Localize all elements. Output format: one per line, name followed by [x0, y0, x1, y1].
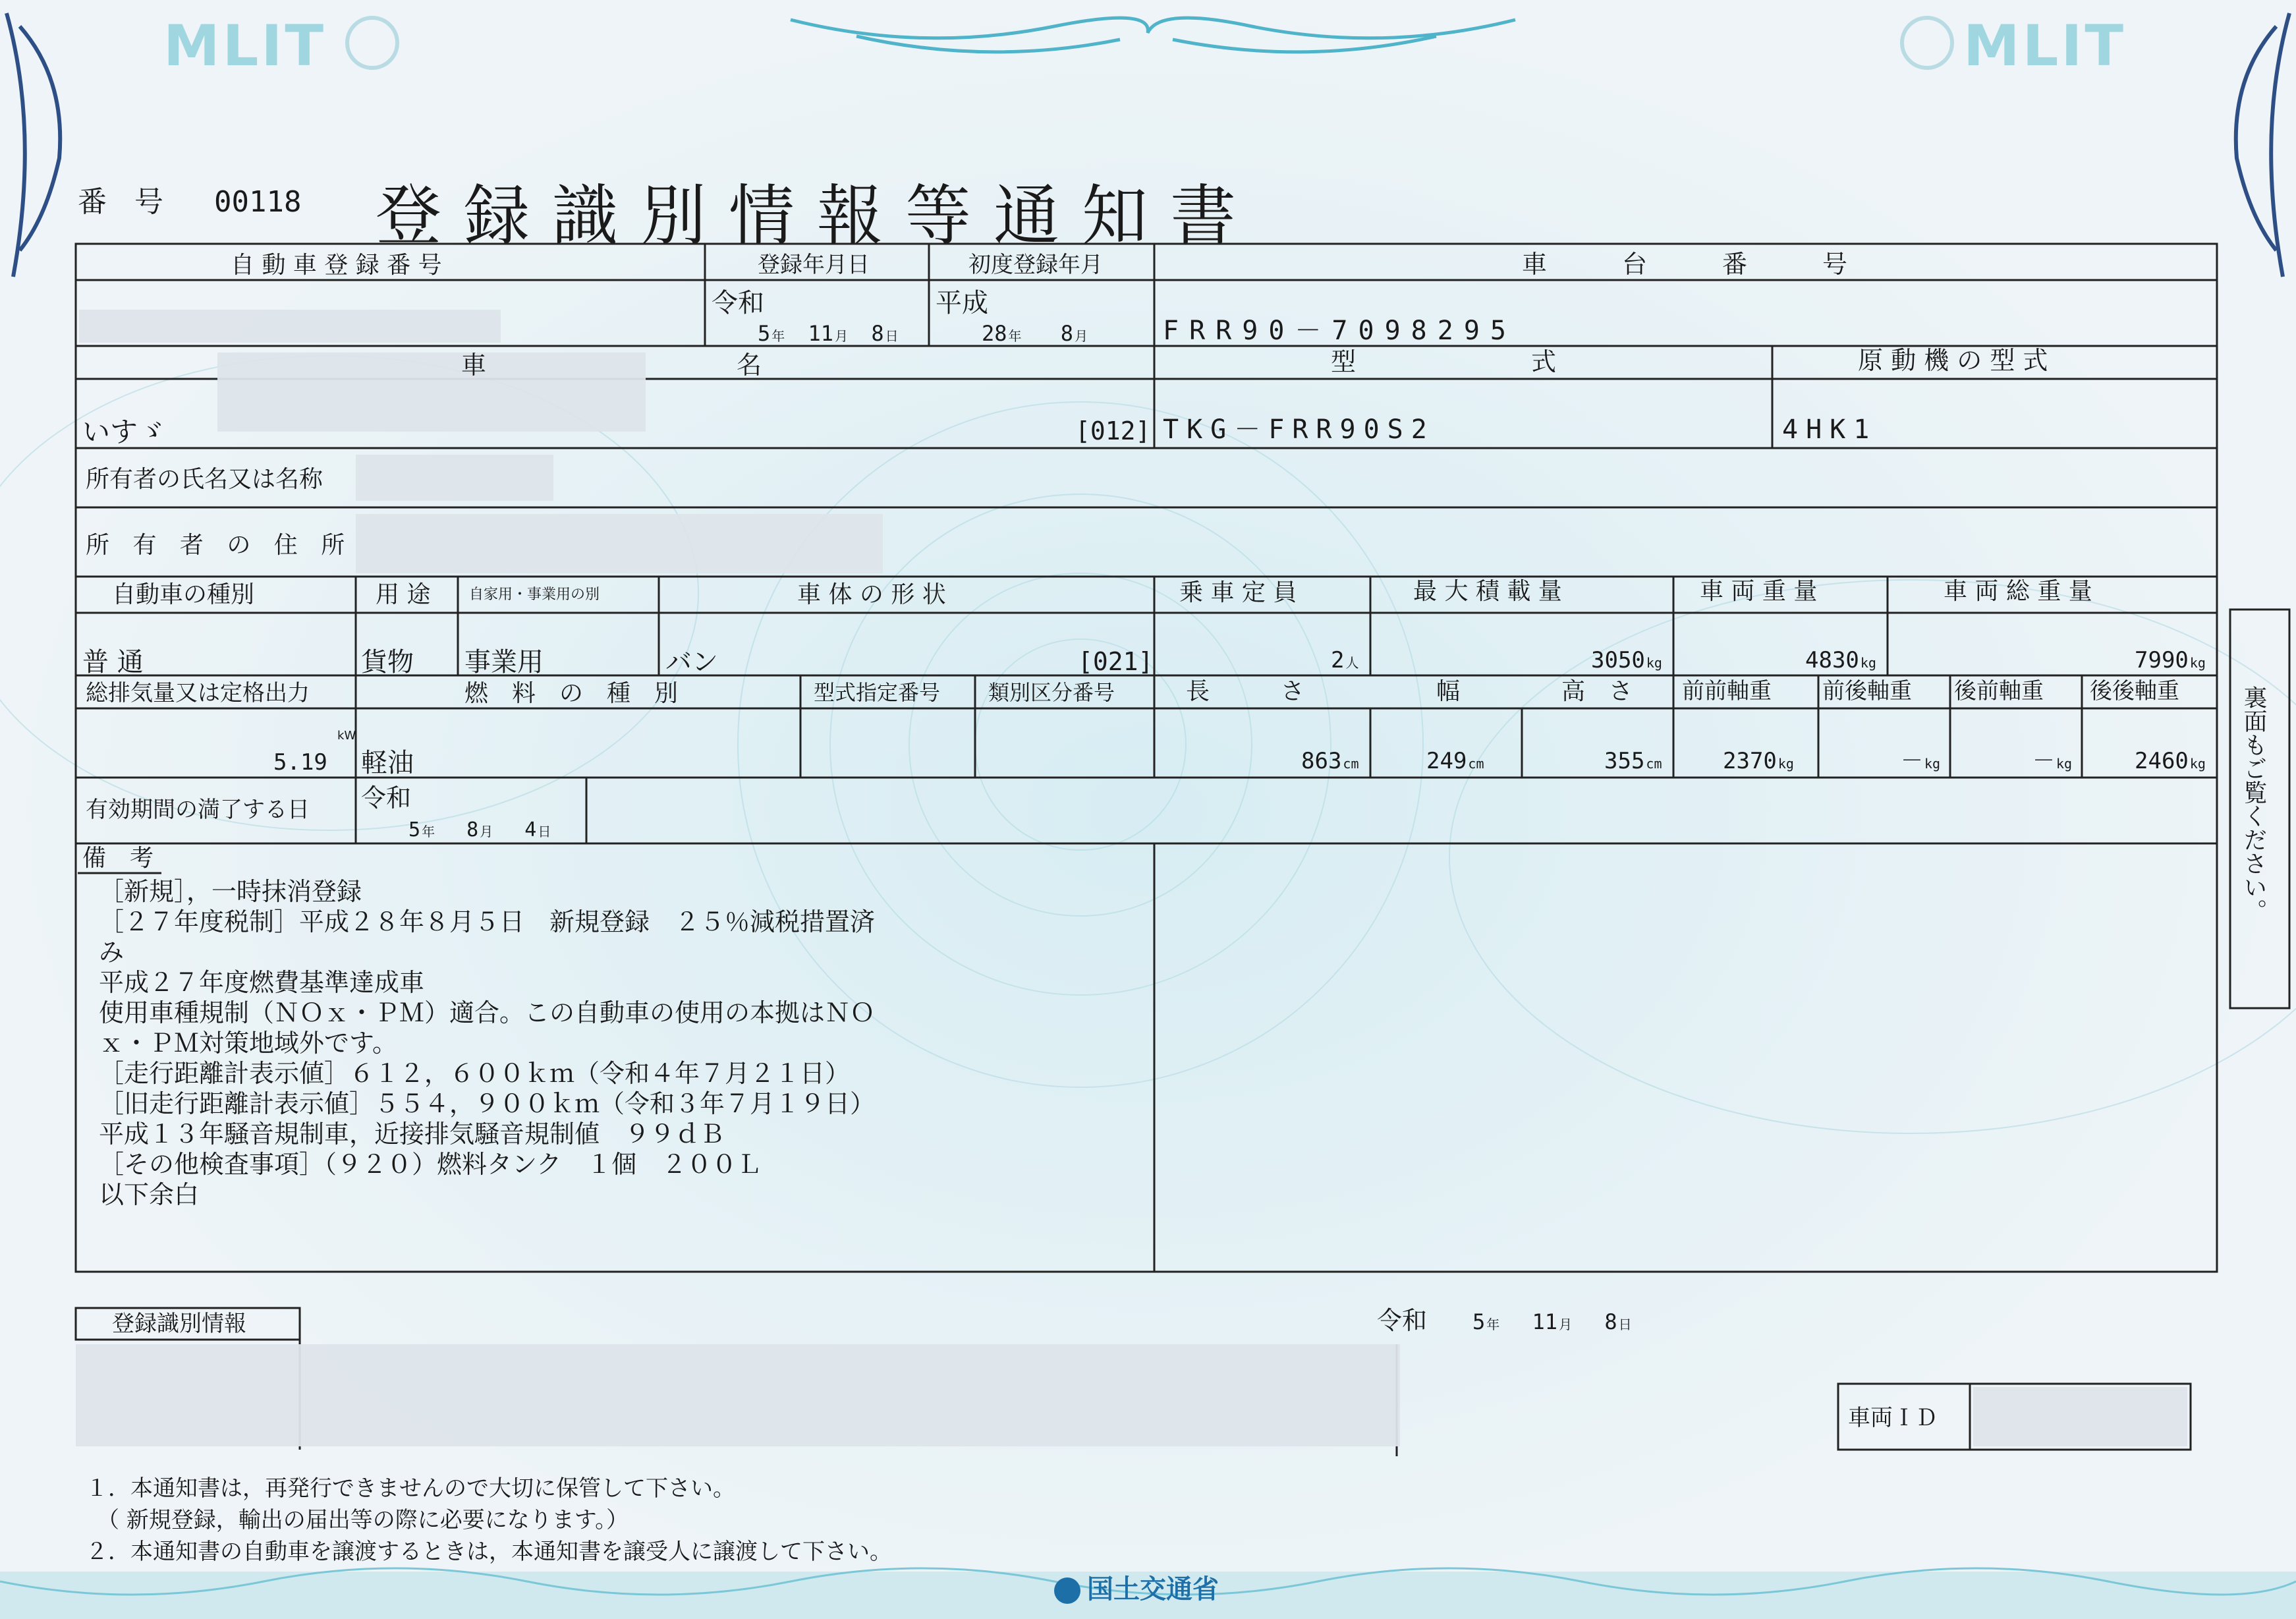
- first-month: 8: [1060, 321, 1074, 346]
- use-value: 貨物: [361, 647, 414, 677]
- type-value: TKG－FRR90S2: [1163, 414, 1435, 445]
- remarks-line: ［走行距離計表示値］６１２，６００ｋｍ（令和４年７月２１日）: [99, 1059, 851, 1088]
- remarks-lines: [99, 876, 875, 1210]
- body-code: [021]: [1078, 647, 1154, 676]
- width-value: 249 cm: [1426, 748, 1484, 774]
- reg-year: 5: [758, 321, 771, 346]
- validity-date: 5 年 8 月 4 日: [408, 818, 551, 841]
- redacted-id-info: [76, 1344, 1400, 1446]
- rf-axle-value: － kg: [2032, 748, 2073, 774]
- kind-value: 普 通: [82, 647, 144, 677]
- gross-value: 7990 kg: [2135, 647, 2206, 673]
- ff-axle-label: 前前軸重: [1682, 678, 1772, 704]
- ministry-seal: 国土交通省: [1054, 1576, 1219, 1604]
- fuel-label: 燃 料 の 種 別: [464, 680, 679, 707]
- remarks-line: 平成１３年騒音規制車，近接排気騒音規制値 ９９ｄＢ: [99, 1120, 725, 1149]
- chassis-value: FRR90－7098295: [1163, 316, 1517, 346]
- ff-axle-value: 2370 kg: [1723, 748, 1794, 774]
- car-name-label: 車 名: [461, 351, 762, 380]
- private-value: 事業用: [464, 647, 544, 677]
- reg-day: 8: [871, 321, 884, 346]
- redacted-owner-name: [356, 455, 553, 501]
- reg-era: 令和: [712, 288, 764, 318]
- document-title: 登録識別情報等通知書: [376, 177, 1258, 254]
- body-label: 車 体 の 形 状: [797, 581, 946, 608]
- reg-date-label: 登録年月日: [758, 252, 870, 278]
- fr-axle-value: － kg: [1901, 748, 1941, 774]
- validity-era: 令和: [361, 783, 412, 812]
- owner-address-label: 所 有 者 の 住 所: [86, 532, 353, 559]
- type-label: 型 式: [1331, 347, 1557, 376]
- height-label: 高 さ: [1561, 678, 1633, 705]
- class-no-label: 類別区分番号: [988, 680, 1115, 705]
- redacted-vehicle-id: [1973, 1387, 2187, 1446]
- gross-label: 車 両 総 重 量: [1944, 578, 2092, 605]
- rr-axle-value: 2460 kg: [2135, 748, 2206, 774]
- body-value: バン: [665, 647, 718, 677]
- vehicle-id-label: 車両ＩＤ: [1848, 1405, 1938, 1431]
- reg-month: 11: [808, 321, 834, 346]
- capacity-value: 2 人: [1331, 647, 1359, 673]
- remarks-line: み: [99, 938, 125, 967]
- issue-date: 5 年 11 月 8 日: [1472, 1309, 1632, 1334]
- capacity-label: 乗 車 定 員: [1179, 579, 1297, 606]
- rr-axle-label: 後後軸重: [2090, 678, 2179, 704]
- footer-note: １．本通知書は，再発行できませんので大切に保管して下さい。: [86, 1475, 735, 1502]
- redacted-reg-number: [79, 310, 501, 343]
- remarks-line: 平成２７年度燃費基準達成車: [99, 968, 425, 997]
- displacement-value: 5.19: [273, 749, 327, 776]
- side-note: 裏面もご覧ください。: [2240, 685, 2267, 923]
- redacted-owner-address: [356, 514, 883, 573]
- remarks-line: ［新規］，一時抹消登録: [99, 877, 362, 906]
- footer-note: （ 新規登録，輸出の届出等の際に必要になります。）: [86, 1507, 629, 1533]
- ministry-logo-icon: [1054, 1577, 1080, 1604]
- fuel-value: 軽油: [361, 748, 414, 778]
- first-reg-label: 初度登録年月: [968, 252, 1103, 278]
- footer-note: ２．本通知書の自動車を譲渡するときは，本通知書を譲受人に譲渡して下さい。: [86, 1539, 892, 1565]
- height-value: 355 cm: [1604, 748, 1662, 774]
- footer-notes: [86, 1473, 892, 1568]
- fr-axle-label: 前後軸重: [1822, 678, 1912, 704]
- weight-label: 車 両 重 量: [1700, 578, 1818, 605]
- mlit-logo-left: MLIT: [163, 13, 327, 79]
- reg-date: 5 年 11 月 8 日: [758, 321, 899, 346]
- mlit-logo-right: MLIT: [1963, 13, 2127, 79]
- width-label: 幅: [1436, 678, 1461, 705]
- reg-number-label: 自 動 車 登 録 番 号: [231, 252, 442, 279]
- remarks-line: 以下余白: [99, 1180, 200, 1209]
- number-value: 00118: [214, 185, 302, 219]
- remarks-line: 使用車種規制（ＮＯｘ・ＰＭ）適合。この自動車の使用の本拠はＮＯ: [99, 998, 876, 1027]
- number-label: 番 号: [78, 185, 173, 219]
- remarks-label: 備 考: [82, 845, 154, 872]
- kw-unit: kW: [337, 729, 356, 743]
- rf-axle-label: 後前軸重: [1954, 678, 2044, 704]
- type-code: [012]: [1075, 416, 1151, 445]
- maker-value: いすゞ: [82, 416, 166, 448]
- first-reg-date: 28 年 8 月: [982, 321, 1088, 346]
- length-label: 長 さ: [1186, 678, 1305, 705]
- owner-name-label: 所有者の氏名又は名称: [86, 466, 323, 493]
- remarks-line: ［その他検査事項］（９２０）燃料タンク １個 ２００Ｌ: [99, 1150, 762, 1179]
- max-load-label: 最 大 積 載 量: [1413, 578, 1562, 605]
- kind-label: 自動車の種別: [112, 581, 255, 608]
- first-year: 28: [982, 321, 1007, 346]
- engine-value: 4HK1: [1782, 414, 1878, 445]
- private-label: 自家用・事業用の別: [469, 586, 600, 603]
- issue-era: 令和: [1377, 1306, 1428, 1335]
- use-label: 用 途: [376, 581, 431, 608]
- validity-label: 有効期間の満了する日: [86, 797, 310, 823]
- weight-value: 4830 kg: [1805, 647, 1876, 673]
- length-value: 863 cm: [1301, 748, 1359, 774]
- first-reg-era: 平成: [936, 288, 988, 318]
- model-no-label: 型式指定番号: [814, 680, 941, 705]
- chassis-label: 車 台 番 号: [1522, 250, 1848, 279]
- remarks-line: ［２７年度税制］平成２８年８月５日 新規登録 ２５％減税措置済: [99, 907, 876, 936]
- engine-label: 原 動 機 の 型 式: [1858, 346, 2048, 375]
- remarks-line: ［旧走行距離計表示値］５５４，９００ｋｍ（令和３年７月１９日）: [99, 1089, 876, 1118]
- displacement-label: 総排気量又は定格出力: [86, 680, 310, 706]
- id-info-label: 登録識別情報: [112, 1311, 246, 1337]
- max-load-value: 3050 kg: [1591, 647, 1662, 673]
- remarks-line: ｘ・ＰＭ対策地域外です。: [99, 1029, 397, 1058]
